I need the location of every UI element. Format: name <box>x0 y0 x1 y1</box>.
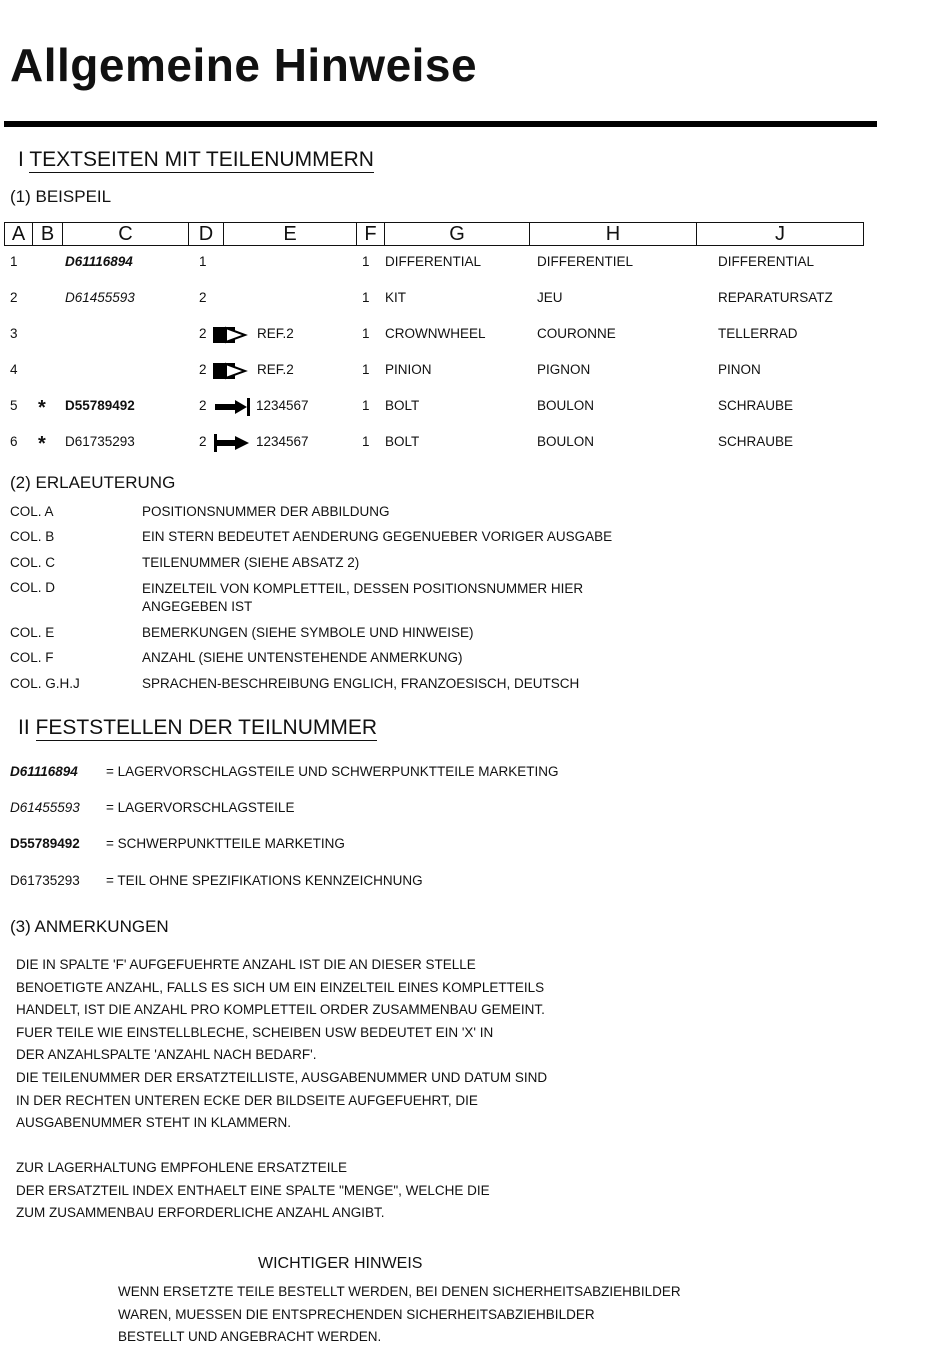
explanation-heading: (2) ERLAEUTERUNG <box>10 473 176 492</box>
change-star: * <box>38 433 46 455</box>
notes-line: DER ANZAHLSPALTE 'ANZAHL NACH BEDARF'. <box>16 1047 317 1063</box>
important-line: WAREN, MUESSEN DIE ENTSPRECHENDEN SICHERHEITSABZIEHBILDER <box>118 1306 595 1322</box>
cell-e: REF.2 <box>257 326 294 341</box>
explanation-col: COL. E <box>10 625 55 640</box>
cell-d: 2 <box>199 434 207 449</box>
explanation-col: COL. D <box>10 580 56 595</box>
cell-e: REF.2 <box>257 362 294 377</box>
cell-d: 2 <box>199 398 207 413</box>
col-header-h: H <box>530 223 697 245</box>
cell-a: 1 <box>10 254 18 269</box>
cell-j: TELLERRAD <box>718 326 798 341</box>
cell-j: SCHRAUBE <box>718 398 794 413</box>
section-2-roman: II <box>18 716 30 739</box>
table-row <box>0 250 900 274</box>
cell-f: 1 <box>362 434 370 449</box>
explanation-text-continued: ANGEGEBEN IST <box>142 599 253 614</box>
col-header-b: B <box>33 223 63 245</box>
cell-a: 4 <box>10 362 18 377</box>
section-1-title: TEXTSEITEN MIT TEILENUMMERN <box>29 148 374 171</box>
cell-h: PIGNON <box>537 362 591 377</box>
explanation-text: SPRACHEN-BESCHREIBUNG ENGLICH, FRANZOESISCH, DEUTSCH <box>142 676 580 691</box>
cell-g: KIT <box>385 290 407 305</box>
col-header-j: J <box>775 223 785 245</box>
part-code-meaning: = TEIL OHNE SPEZIFIKATIONS KENNZEICHNUNG <box>106 873 423 888</box>
explanation-col: COL. A <box>10 504 54 519</box>
cell-f: 1 <box>362 326 370 341</box>
explanation-col: COL. B <box>10 529 55 544</box>
explanation-text: POSITIONSNUMMER DER ABBILDUNG <box>142 504 390 519</box>
important-heading: WICHTIGER HINWEIS <box>258 1255 423 1272</box>
example-heading: (1) BEISPEIL <box>10 187 112 206</box>
cell-h: DIFFERENTIEL <box>537 254 634 269</box>
cell-j: DIFFERENTIAL <box>718 254 815 269</box>
explanation-text: TEILENUMMER (SIEHE ABSATZ 2) <box>142 555 360 570</box>
cell-f: 1 <box>362 362 370 377</box>
col-header-g: G <box>385 223 530 245</box>
important-line: WENN ERSETZTE TEILE BESTELLT WERDEN, BEI DENEN SICHERHEITSABZIEHBILDER <box>118 1284 681 1299</box>
part-code: D61735293 <box>10 873 80 888</box>
cell-f: 1 <box>362 290 370 305</box>
cell-j: REPARATURSATZ <box>718 290 833 305</box>
table-row <box>0 394 900 418</box>
part-code-meaning: = LAGERVORSCHLAGSTEILE <box>106 800 295 815</box>
explanation-text: BEMERKUNGEN (SIEHE SYMBOLE UND HINWEISE) <box>142 625 474 640</box>
notes-paragraph-1 <box>16 954 547 1135</box>
part-code: D55789492 <box>10 836 80 851</box>
explanation-col: COL. F <box>10 650 54 665</box>
component-ref-icon <box>212 361 248 381</box>
cell-j: SCHRAUBE <box>718 434 794 449</box>
cell-c: D55789492 <box>65 398 135 413</box>
example-table-header <box>4 222 864 246</box>
table-row <box>0 286 900 310</box>
cell-g: CROWNWHEEL <box>385 326 486 341</box>
page-title: Allgemeine Hinweise <box>10 39 478 91</box>
cell-g: DIFFERENTIAL <box>385 254 482 269</box>
explanation-col: COL. C <box>10 555 56 570</box>
notes-line: AUSGABENUMMER STEHT IN KLAMMERN. <box>16 1115 292 1131</box>
notes-paragraph-2 <box>16 1157 490 1225</box>
notes-line: HANDELT, IST DIE ANZAHL PRO KOMPLETTEIL ORDER ZUSAMMENBAU GEMEINT. <box>16 1002 545 1018</box>
replaces-arrow-icon <box>213 433 251 453</box>
explanation-text: ANZAHL (SIEHE UNTENSTEHENDE ANMERKUNG) <box>142 650 463 665</box>
notes-line: DER ERSATZTEIL INDEX ENTHAELT EINE SPALTE "MENGE", WELCHE DIE <box>16 1182 490 1198</box>
cell-f: 1 <box>362 254 370 269</box>
notes-line: DIE IN SPALTE 'F' AUFGEFUEHRTE ANZAHL IST DIE AN DIESER STELLE <box>16 957 476 972</box>
cell-a: 6 <box>10 434 18 449</box>
cell-h: JEU <box>537 290 563 305</box>
cell-c: D61116894 <box>65 254 133 269</box>
section-2-title: FESTSTELLEN DER TEILNUMMER <box>35 716 378 739</box>
cell-c: D61455593 <box>65 290 135 305</box>
cell-a: 3 <box>10 326 18 341</box>
cell-c: D61735293 <box>65 434 135 449</box>
table-row <box>0 322 900 346</box>
col-header-c: C <box>63 223 189 245</box>
explanation-col: COL. G.H.J <box>10 676 80 691</box>
section-2-heading <box>18 716 377 740</box>
table-row <box>0 358 900 382</box>
part-code-meaning: = LAGERVORSCHLAGSTEILE UND SCHWERPUNKTTEILE MARKETING <box>106 764 559 779</box>
notes-line: BENOETIGTE ANZAHL, FALLS ES SICH UM EIN EINZELTEIL EINES KOMPLETTEILS <box>16 979 545 995</box>
col-header-a: A <box>5 223 33 245</box>
important-notice <box>118 1281 681 1349</box>
notes-heading: (3) ANMERKUNGEN <box>10 917 169 936</box>
cell-d: 1 <box>199 254 207 269</box>
notes-line: ZUR LAGERHALTUNG EMPFOHLENE ERSATZTEILE <box>16 1160 348 1175</box>
cell-e: 1234567 <box>256 434 309 449</box>
notes-line: ZUM ZUSAMMENBAU ERFORDERLICHE ANZAHL ANGIBT. <box>16 1205 385 1221</box>
col-header-e: E <box>224 223 357 245</box>
cell-a: 2 <box>10 290 18 305</box>
part-code: D61455593 <box>10 800 80 815</box>
cell-d: 2 <box>199 362 207 377</box>
part-code: D61116894 <box>10 764 78 779</box>
part-code-meaning: = SCHWERPUNKTTEILE MARKETING <box>106 836 345 851</box>
explanation-text: EINZELTEIL VON KOMPLETTEIL, DESSEN POSITIONSNUMMER HIER <box>142 581 584 596</box>
cell-a: 5 <box>10 398 18 413</box>
section-1-roman: I <box>18 148 24 171</box>
important-line: BESTELLT UND ANGEBRACHT WERDEN. <box>118 1329 382 1345</box>
cell-h: BOULON <box>537 398 595 413</box>
col-header-d: D <box>189 223 224 245</box>
cell-h: BOULON <box>537 434 595 449</box>
cell-j: PINON <box>718 362 761 377</box>
cell-g: PINION <box>385 362 432 377</box>
cell-e: 1234567 <box>256 398 309 413</box>
notes-line: FUER TEILE WIE EINSTELLBLECHE, SCHEIBEN USW BEDEUTET EIN 'X' IN <box>16 1024 494 1040</box>
section-1-heading <box>18 148 374 172</box>
col-header-f: F <box>357 223 385 245</box>
notes-line: DIE TEILENUMMER DER ERSATZTEILLISTE, AUSGABENUMMER UND DATUM SIND <box>16 1069 548 1085</box>
cell-d: 2 <box>199 290 207 305</box>
explanation-text: EIN STERN BEDEUTET AENDERUNG GEGENUEBER VORIGER AUSGABE <box>142 529 613 544</box>
cell-g: BOLT <box>385 434 420 449</box>
notes-line: IN DER RECHTEN UNTEREN ECKE DER BILDSEITE AUFGEFUEHRT, DIE <box>16 1092 478 1108</box>
cell-d: 2 <box>199 326 207 341</box>
replaced-by-arrow-icon <box>213 397 251 417</box>
table-row <box>0 430 900 454</box>
cell-f: 1 <box>362 398 370 413</box>
title-rule <box>4 121 877 127</box>
cell-g: BOLT <box>385 398 420 413</box>
component-ref-icon <box>212 325 248 345</box>
change-star: * <box>38 397 46 419</box>
cell-h: COURONNE <box>537 326 616 341</box>
